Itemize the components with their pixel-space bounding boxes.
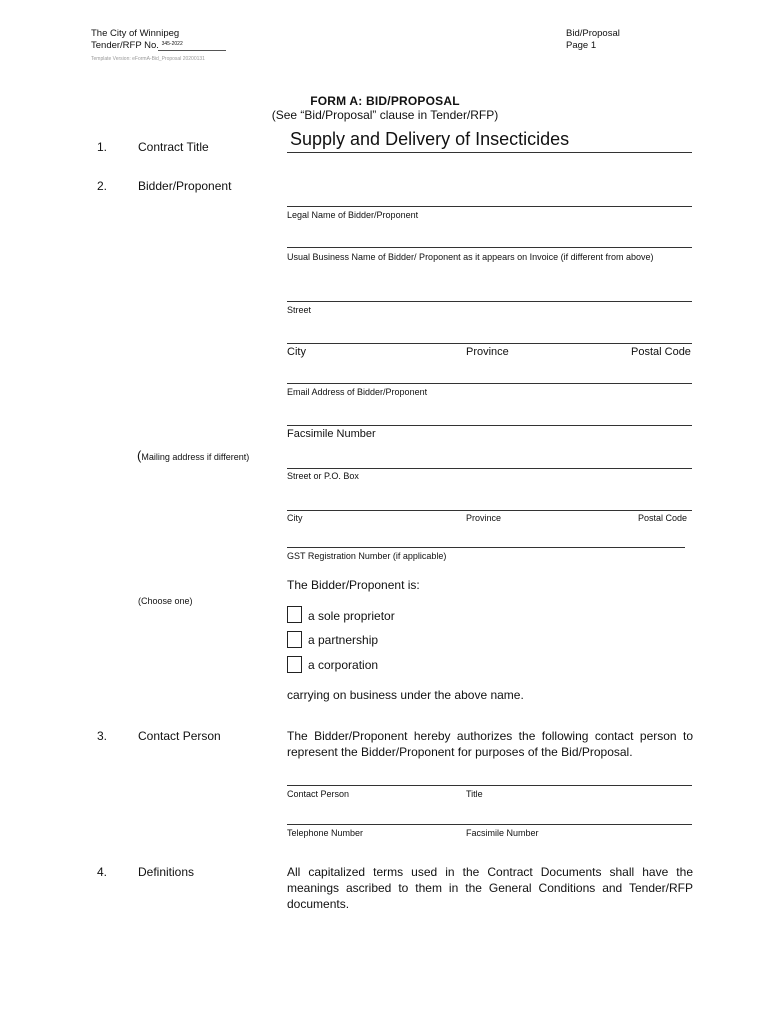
carrying-on-text: carrying on business under the above name. bbox=[287, 688, 524, 702]
contact-person-caption: Contact Person bbox=[287, 789, 350, 799]
postal-code-caption: Postal Code bbox=[631, 346, 691, 358]
mailing-city-caption: City bbox=[287, 513, 303, 523]
corporation-label: a corporation bbox=[308, 658, 379, 672]
header-page: Page 1 bbox=[566, 40, 597, 51]
mailing-paren: ( bbox=[137, 448, 142, 463]
header-org: The City of Winnipeg bbox=[91, 28, 180, 39]
contact-person-label: Contact Person bbox=[138, 729, 221, 743]
telephone-caption: Telephone Number bbox=[287, 828, 364, 838]
contract-title-label: Contract Title bbox=[138, 140, 209, 154]
contact-person-field[interactable] bbox=[287, 785, 692, 786]
sole-proprietor-label: a sole proprietor bbox=[308, 609, 395, 623]
gst-caption: GST Registration Number (if applicable) bbox=[287, 551, 447, 561]
city-province-postal-field[interactable] bbox=[287, 343, 692, 344]
choose-one-note: (Choose one) bbox=[138, 596, 193, 606]
partnership-checkbox[interactable] bbox=[287, 631, 302, 648]
mailing-street-caption: Street or P.O. Box bbox=[287, 471, 359, 481]
telephone-fax-field[interactable] bbox=[287, 824, 692, 825]
email-caption: Email Address of Bidder/Proponent bbox=[287, 387, 428, 397]
form-title: FORM A: BID/PROPOSAL bbox=[310, 94, 460, 108]
partnership-label: a partnership bbox=[308, 633, 379, 647]
province-caption: Province bbox=[466, 346, 509, 358]
fax-field[interactable] bbox=[287, 425, 692, 426]
legal-name-caption: Legal Name of Bidder/Proponent bbox=[287, 210, 419, 220]
legal-name-field[interactable] bbox=[287, 206, 692, 207]
template-version: Template Version: eFormA-Bid_Proposal 20200131 bbox=[91, 56, 205, 62]
header-doc-type: Bid/Proposal bbox=[566, 28, 620, 39]
section-1-number: 1. bbox=[97, 140, 108, 154]
usual-name-caption: Usual Business Name of Bidder/ Proponent as it appears on Invoice (if different from above) bbox=[287, 252, 654, 262]
contract-title-line bbox=[287, 152, 692, 153]
contact-fax-caption: Facsimile Number bbox=[466, 828, 539, 838]
mailing-note-text: Mailing address if different) bbox=[141, 452, 250, 462]
header-tender bbox=[91, 40, 183, 53]
mailing-street-field[interactable] bbox=[287, 468, 692, 469]
section-3-number: 3. bbox=[97, 729, 108, 743]
usual-name-field[interactable] bbox=[287, 247, 692, 248]
definitions-text: All capitalized terms used in the Contract Documents shall have the meanings ascribed to them in the General Conditions and Tender/RFP documents. bbox=[287, 865, 693, 911]
section-2-number: 2. bbox=[97, 179, 108, 193]
definitions-label: Definitions bbox=[138, 865, 195, 879]
gst-field[interactable] bbox=[287, 547, 685, 548]
mailing-postal-caption: Postal Code bbox=[638, 513, 688, 523]
section-4-number: 4. bbox=[97, 865, 108, 879]
sole-proprietor-checkbox[interactable] bbox=[287, 606, 302, 623]
corporation-checkbox[interactable] bbox=[287, 656, 302, 673]
city-caption: City bbox=[287, 346, 306, 358]
mailing-city-field[interactable] bbox=[287, 510, 692, 511]
contact-authorization-text: The Bidder/Proponent hereby authorizes the following contact person to represent the Bidder/Proponent for purposes of the Bid/Proposal. bbox=[287, 729, 693, 759]
street-caption: Street bbox=[287, 305, 312, 315]
bidder-label: Bidder/Proponent bbox=[138, 179, 232, 193]
mailing-address-note bbox=[137, 447, 249, 465]
email-field[interactable] bbox=[287, 383, 692, 384]
contract-title-value[interactable]: Supply and Delivery of Insecticides bbox=[290, 129, 570, 149]
form-subtitle: (See “Bid/Proposal” clause in Tender/RFP) bbox=[271, 108, 499, 122]
tender-number: 345-2022 bbox=[161, 41, 183, 47]
mailing-province-caption: Province bbox=[466, 513, 502, 523]
tender-label: Tender/RFP No. bbox=[91, 40, 159, 51]
tender-number-line bbox=[158, 50, 226, 51]
contact-title-caption: Title bbox=[466, 789, 483, 799]
bidder-is-text: The Bidder/Proponent is: bbox=[287, 578, 420, 592]
fax-caption: Facsimile Number bbox=[287, 428, 376, 440]
street-field[interactable] bbox=[287, 301, 692, 302]
